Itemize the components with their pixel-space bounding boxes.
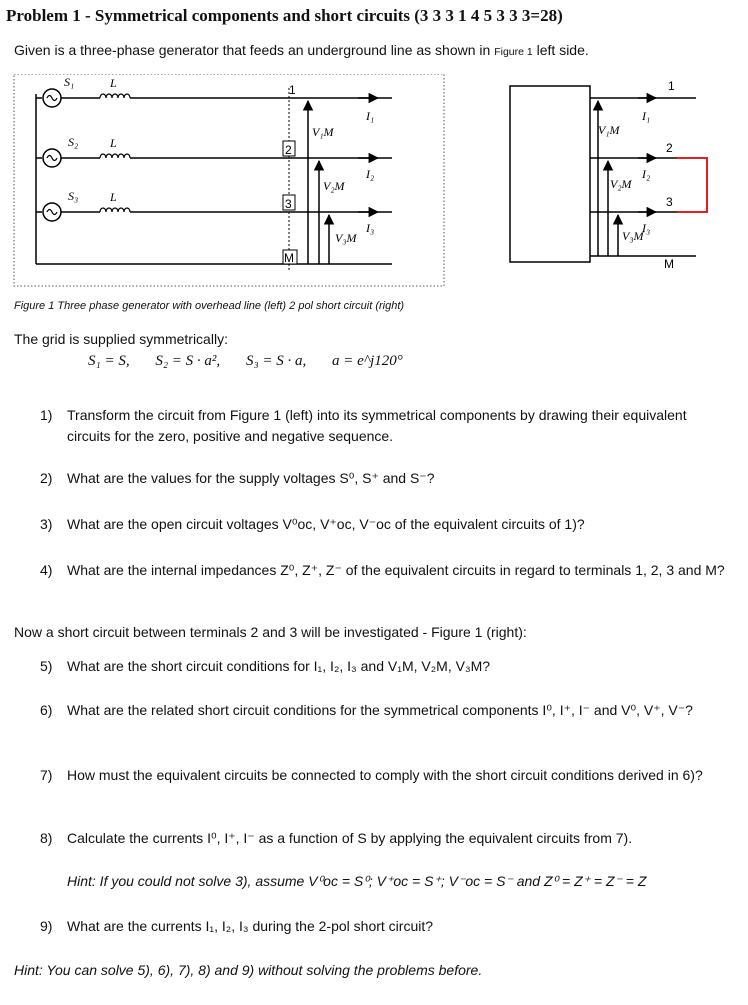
right-current-label-i3: I₃: [642, 221, 651, 235]
inductor-label-3: L: [110, 190, 117, 204]
circuit-figure: [12, 74, 738, 289]
question-9: 9) What are the currents I₁, I₂, I₃ during the 2-pol short circuit?: [40, 918, 434, 934]
terminal-label-m: M: [284, 251, 294, 265]
inductor-label-2: L: [110, 136, 117, 150]
formula-s2: S₂ = S · a²,: [155, 353, 221, 369]
inductor-label-1: L: [110, 76, 117, 90]
current-label-i1: I₁: [366, 109, 375, 123]
source-label-1: S₁: [64, 75, 75, 89]
formula-s1: S₁ = S,: [88, 353, 130, 369]
question-6: 6) What are the related short circuit conditions for the symmetrical components I⁰, I⁺, I⁻ and V⁰, V⁺, V⁻?: [40, 702, 693, 718]
formula-s3: S₃ = S · a,: [245, 353, 307, 369]
right-terminal-2: 2: [666, 141, 673, 155]
left-figure-frame: [14, 74, 444, 286]
right-circuit: [510, 86, 707, 262]
intro-figure-ref: Figure 1: [494, 46, 533, 58]
question-3: 3) What are the open circuit voltages V⁰oc, V⁺oc, V⁻oc of the equivalent circuits of 1)?: [40, 516, 585, 532]
terminal-label-3: 3: [285, 197, 292, 211]
voltage-label-v3m: V₃M: [335, 231, 357, 245]
terminal-label-2: 2: [285, 143, 292, 157]
intro-after: left side.: [532, 42, 589, 58]
right-voltage-label-v2m: V₂M: [610, 177, 632, 191]
hint-question-8: Hint: If you could not solve 3), assume V⁰oc = S⁰; V⁺oc = S⁺; V⁻oc = S⁻ and Z⁰ = Z⁺ = Z⁻ = Z: [67, 873, 647, 889]
right-voltage-label-v1m: V₁M: [598, 123, 620, 137]
question-8: 8) Calculate the currents I⁰, I⁺, I⁻ as a function of S by applying the equivalent circuits from 7).: [40, 830, 633, 846]
final-hint: Hint: You can solve 5), 6), 7), 8) and 9) without solving the problems before.: [14, 962, 483, 978]
short-circuit-narrative: Now a short circuit between terminals 2 and 3 will be investigated - Figure 1 (right):: [14, 624, 527, 640]
question-5: 5) What are the short circuit conditions for I₁, I₂, I₃ and V₁M, V₂M, V₃M?: [40, 658, 491, 674]
question-7: 7) How must the equivalent circuits be connected to comply with the short circuit conditions derived in 6)?: [40, 767, 703, 783]
right-terminal-3: 3: [666, 195, 673, 209]
intro-before: Given is a three-phase generator that feeds an underground line as shown in: [14, 42, 495, 58]
formula-a: a = e^j120°: [332, 353, 403, 369]
right-current-label-i2: I₂: [642, 167, 651, 181]
source-label-3: S₃: [68, 189, 79, 203]
right-voltage-label-v3m: V₃M: [622, 229, 644, 243]
question-2: 2) What are the values for the supply voltages S⁰, S⁺ and S⁻?: [40, 470, 435, 486]
right-terminal-1: 1: [668, 79, 675, 93]
question-1: 1) Transform the circuit from Figure 1 (left) into its symmetrical components by drawing their equivalent circuits for the zero, positive and negative sequence.: [40, 407, 687, 444]
source-label-2: S₂: [68, 135, 79, 149]
voltage-label-v2m: V₂M: [323, 179, 345, 193]
voltage-label-v1m: V₁M: [312, 125, 334, 139]
supply-formulas: [88, 353, 425, 370]
question-4: 4) What are the internal impedances Z⁰, Z⁺, Z⁻ of the equivalent circuits in regard to terminals 1, 2, 3 and M?: [40, 562, 725, 578]
current-label-i2: I₂: [366, 167, 375, 181]
short-circuit-link: [677, 158, 707, 212]
generator-box: [510, 86, 590, 262]
right-current-label-i1: I₁: [642, 109, 651, 123]
supply-text: The grid is supplied symmetrically:: [14, 331, 228, 347]
terminal-label-1: 1: [289, 83, 296, 97]
figure-caption: Figure 1 Three phase generator with overhead line (left) 2 pol short circuit (right): [14, 300, 405, 312]
right-terminal-m: M: [664, 257, 674, 271]
current-label-i3: I₃: [366, 221, 375, 235]
intro-text: [14, 42, 589, 58]
problem-title: Problem 1 - Symmetrical components and short circuits (3 3 3 1 4 5 3 3 3=28): [6, 6, 563, 25]
